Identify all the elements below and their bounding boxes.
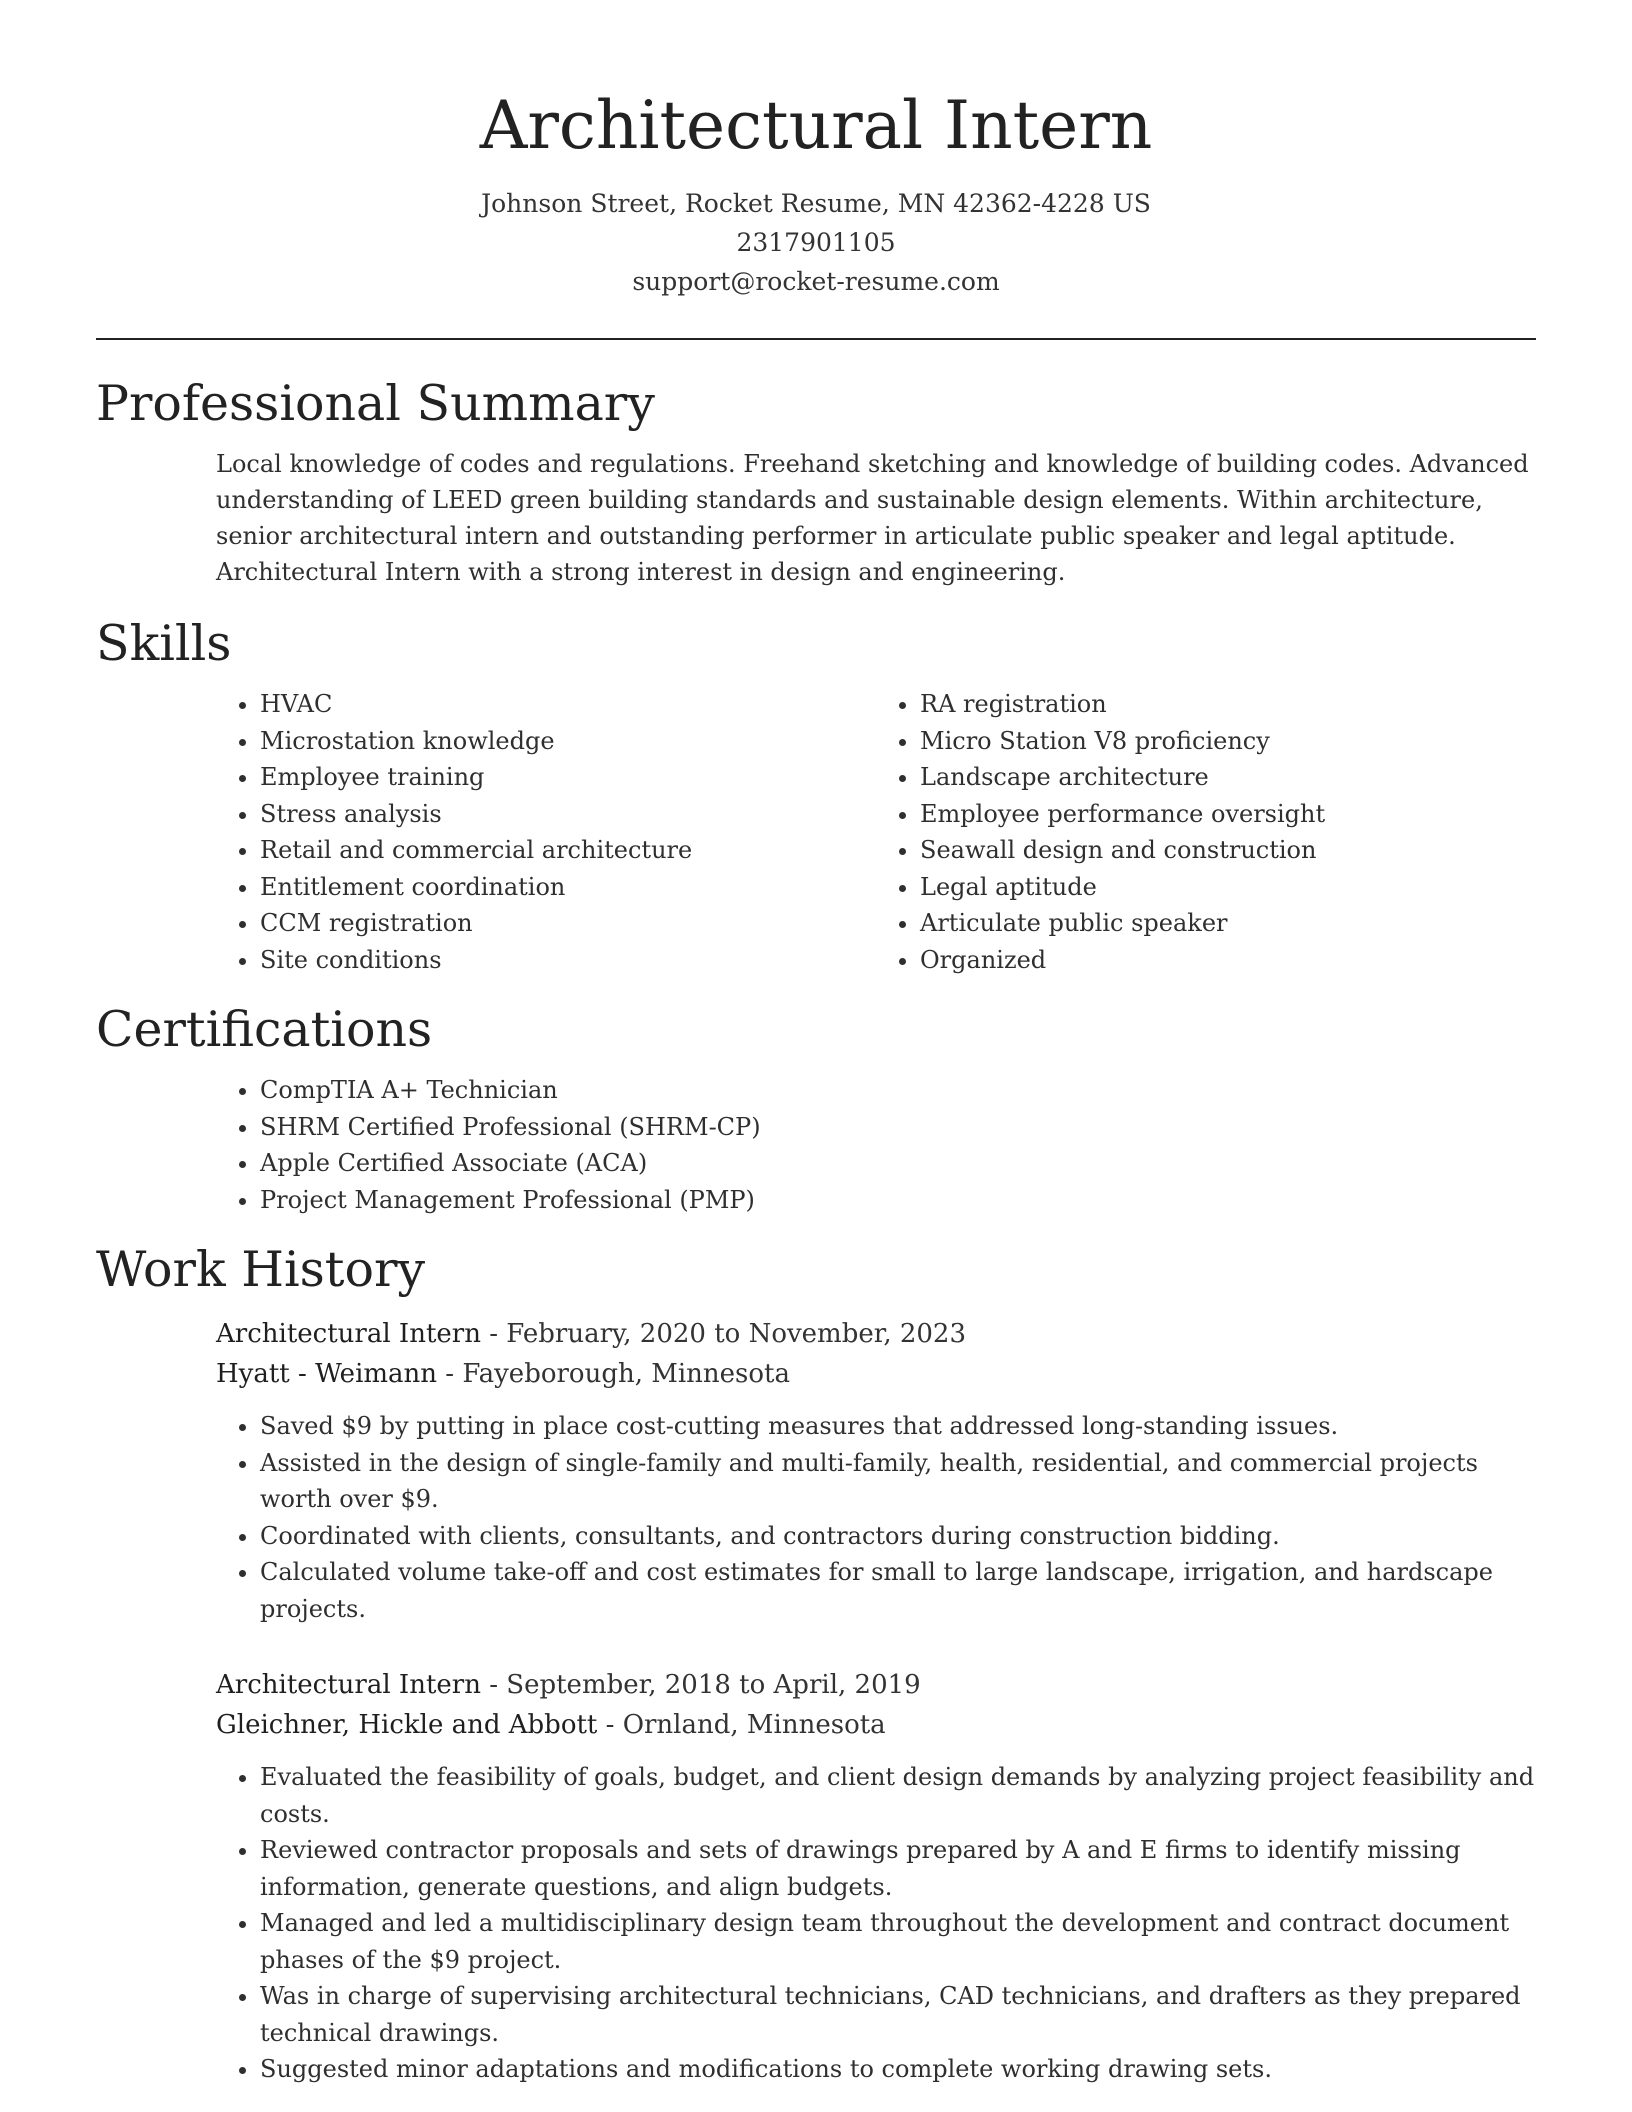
certification-item: • Apple Certified Associate (ACA) — [260, 1145, 1536, 1182]
jobs-list — [216, 1314, 1536, 2088]
contact-block — [96, 184, 1536, 301]
skill-item: • Micro Station V8 proficiency — [920, 723, 1536, 760]
summary-heading: Professional Summary — [96, 375, 655, 432]
summary-text: Local knowledge of codes and regulations. Freehand sketching and knowledge of building codes. Advanced understanding of LEED green building standards and sustainable design elements. Within architecture, senior architectural intern and outstanding performer in articulate public speaker and legal aptitude. Architectural Intern with a strong interest in design and engineering. — [216, 450, 1529, 586]
summary-section — [96, 374, 1536, 590]
contact-email: support@rocket-resume.com — [632, 267, 1000, 296]
skill-item: • Site conditions — [260, 942, 876, 979]
job-location: - Fayeborough, Minnesota — [437, 1359, 790, 1389]
job-bullet: • Managed and led a multidisciplinary design team throughout the development and contract document phases of the $9 project. — [260, 1905, 1536, 1978]
skill-item: • Seawall design and construction — [920, 832, 1536, 869]
job-dates: - September, 2018 to April, 2019 — [480, 1670, 921, 1700]
job-company-line — [216, 1354, 1536, 1394]
job-title-line — [216, 1665, 1536, 1705]
work-history-section — [96, 1240, 1536, 2088]
skill-item: • Articulate public speaker — [920, 905, 1536, 942]
job-location: - Ornland, Minnesota — [597, 1710, 886, 1740]
skill-item: • Employee performance oversight — [920, 796, 1536, 833]
certifications-heading: Certifications — [96, 1001, 433, 1058]
certification-item: • CompTIA A+ Technician — [260, 1072, 1536, 1109]
job-bullet: • Reviewed contractor proposals and sets of drawings prepared by A and E firms to identify missing information, generate questions, and align budgets. — [260, 1832, 1536, 1905]
skills-heading: Skills — [96, 615, 232, 672]
job-bullet: • Suggested minor adaptations and modifications to complete working drawing sets. — [260, 2051, 1536, 2088]
job-bullet: • Evaluated the feasibility of goals, budget, and client design demands by analyzing project feasibility and costs. — [260, 1759, 1536, 1832]
skill-item: • Entitlement coordination — [260, 869, 876, 906]
skill-item: • CCM registration — [260, 905, 876, 942]
skill-item: • Retail and commercial architecture — [260, 832, 876, 869]
candidate-name: Architectural Intern — [479, 87, 1153, 164]
skill-item: • Employee training — [260, 759, 876, 796]
job-bullets — [216, 1759, 1536, 2088]
job-bullet: • Assisted in the design of single-family and multi-family, health, residential, and commercial projects worth over $9. — [260, 1445, 1536, 1518]
skills-list-right — [876, 686, 1536, 978]
contact-phone: 2317901105 — [736, 228, 896, 257]
skill-item: • Microstation knowledge — [260, 723, 876, 760]
job-bullets — [216, 1408, 1536, 1627]
job-company-line — [216, 1705, 1536, 1745]
contact-address: Johnson Street, Rocket Resume, MN 42362-4228 US — [481, 189, 1151, 218]
certification-item: • Project Management Professional (PMP) — [260, 1182, 1536, 1219]
resume-page — [96, 0, 1536, 2088]
skills-section — [96, 614, 1536, 978]
job-bullet: • Saved $9 by putting in place cost-cutting measures that addressed long-standing issues. — [260, 1408, 1536, 1445]
certifications-section — [96, 1000, 1536, 1218]
certification-item: • SHRM Certified Professional (SHRM-CP) — [260, 1109, 1536, 1146]
job-title-line — [216, 1314, 1536, 1354]
job-bullet: • Was in charge of supervising architectural technicians, CAD technicians, and drafters as they prepared technical drawings. — [260, 1978, 1536, 2051]
job-company: Gleichner, Hickle and Abbott — [216, 1710, 598, 1740]
skill-item: • RA registration — [920, 686, 1536, 723]
skill-item: • HVAC — [260, 686, 876, 723]
job-entry — [216, 1314, 1536, 1627]
job-title: Architectural Intern — [216, 1670, 481, 1700]
skills-columns — [216, 686, 1536, 978]
skill-item: • Organized — [920, 942, 1536, 979]
job-dates: - February, 2020 to November, 2023 — [480, 1319, 967, 1349]
job-title: Architectural Intern — [216, 1319, 481, 1349]
header-divider — [96, 338, 1536, 340]
skill-item: • Landscape architecture — [920, 759, 1536, 796]
skill-item: • Legal aptitude — [920, 869, 1536, 906]
job-bullet: • Calculated volume take-off and cost estimates for small to large landscape, irrigation, and hardscape projects. — [260, 1554, 1536, 1627]
job-company: Hyatt - Weimann — [216, 1359, 438, 1389]
work-history-heading: Work History — [96, 1241, 426, 1298]
job-bullet: • Coordinated with clients, consultants, and contractors during construction bidding. — [260, 1518, 1536, 1555]
skills-list-left — [216, 686, 876, 978]
certifications-list — [216, 1072, 1536, 1218]
job-entry — [216, 1665, 1536, 2088]
skill-item: • Stress analysis — [260, 796, 876, 833]
